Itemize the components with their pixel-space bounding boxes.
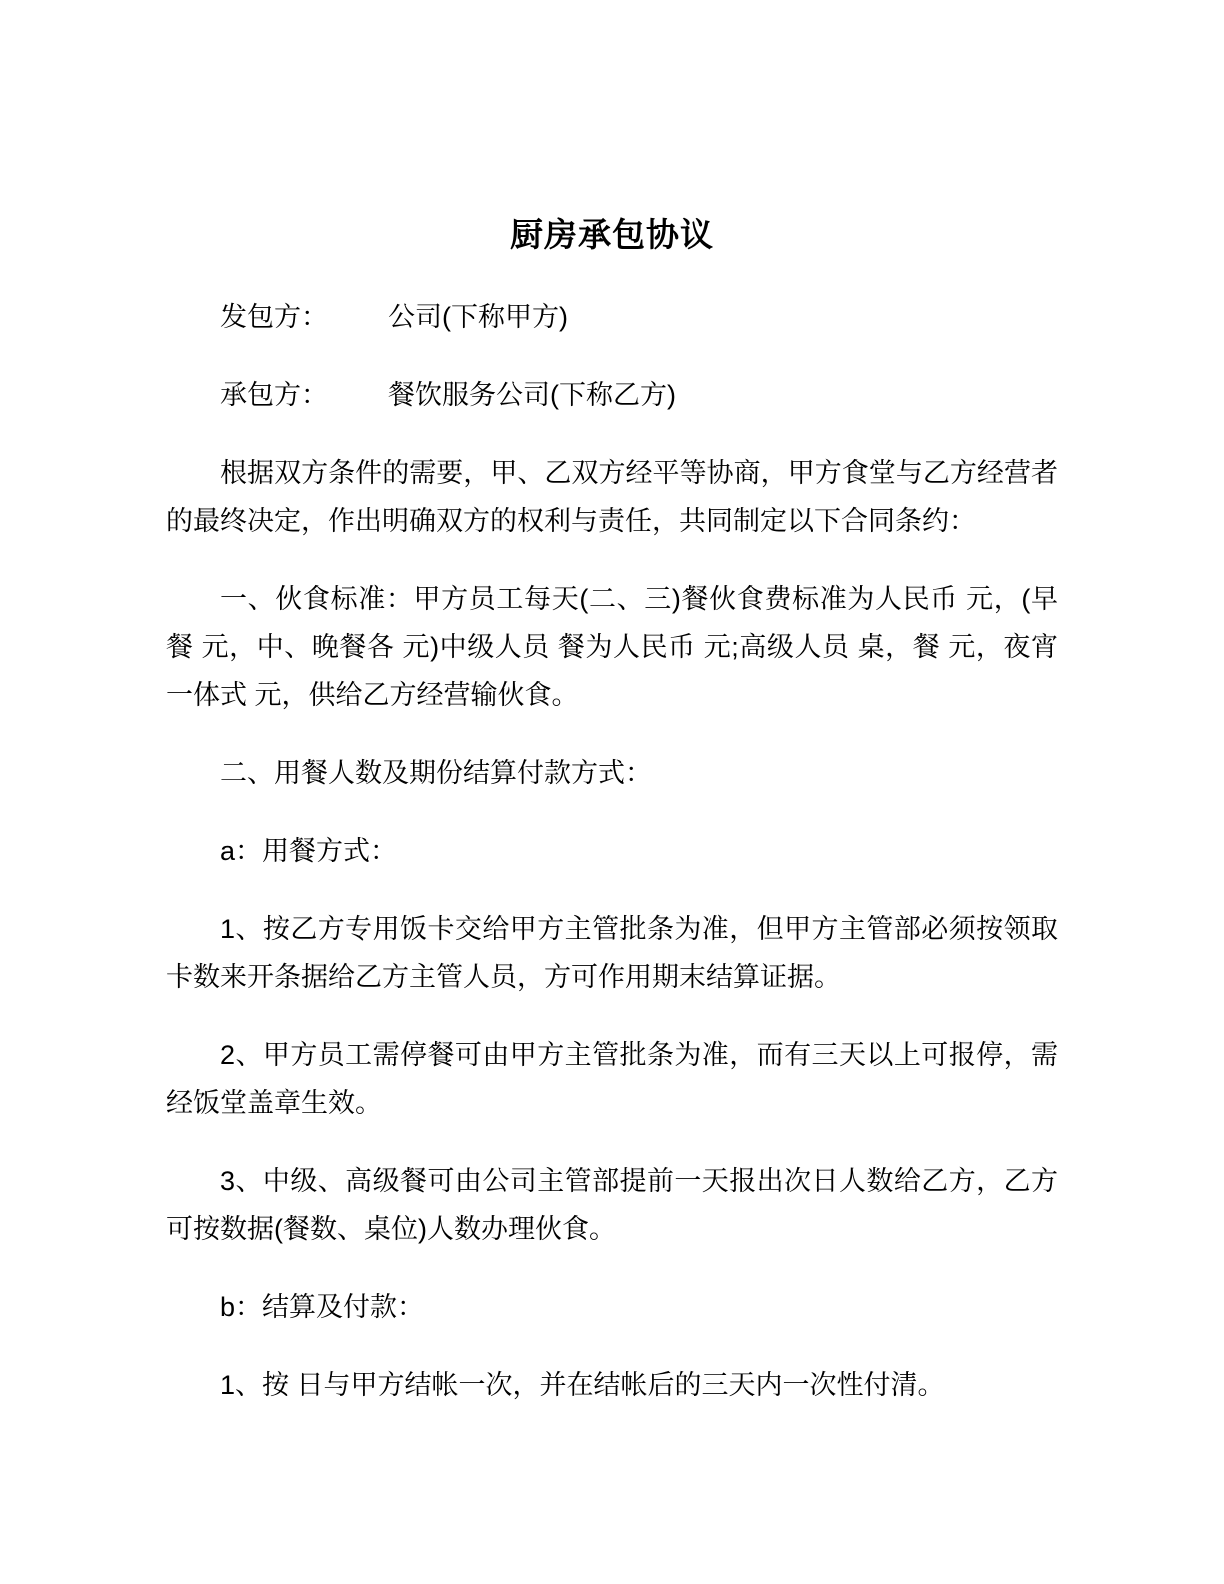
- document-title: 厨房承包协议: [510, 216, 714, 253]
- paragraph: 3、中级、高级餐可由公司主管部提前一天报出次日人数给乙方，乙方可按数据(餐数、桌位)人数办理伙食。: [166, 1166, 1058, 1244]
- paragraph: 二、用餐人数及期份结算付款方式：: [220, 758, 652, 788]
- paragraph: 2、甲方员工需停餐可由甲方主管批条为准，而有三天以上可报停，需经饭堂盖章生效。: [166, 1040, 1058, 1118]
- document-body: [166, 449, 1058, 1409]
- paragraph: 根据双方条件的需要，甲、乙双方经平等协商，甲方食堂与乙方经营者的最终决定，作出明确双方的权利与责任，共同制定以下合同条约：: [166, 458, 1058, 536]
- paragraph: a：用餐方式：: [220, 836, 398, 866]
- paragraph: b：结算及付款：: [220, 1292, 425, 1322]
- party-label: 发包方：: [220, 302, 328, 332]
- paragraph: 1、按乙方专用饭卡交给甲方主管批条为准，但甲方主管部必须按领取卡数来开条据给乙方主管人员，方可作用期末结算证据。: [166, 914, 1058, 992]
- party-value: 餐饮服务公司(下称乙方): [388, 380, 676, 410]
- party-line-contractor: [166, 371, 1058, 419]
- paragraph: 1、按 日与甲方结帐一次，并在结帐后的三天内一次性付清。: [220, 1370, 945, 1400]
- party-line-employer: [166, 293, 1058, 341]
- paragraph: 一、伙食标准：甲方员工每天(二、三)餐伙食费标准为人民币 元，(早餐 元，中、晚餐各 元)中级人员 餐为人民币 元;高级人员 桌，餐 元，夜宵一体式 元，供给乙方经营输伙食。: [166, 584, 1058, 710]
- party-label: 承包方：: [220, 380, 328, 410]
- party-value: 公司(下称甲方): [388, 302, 568, 332]
